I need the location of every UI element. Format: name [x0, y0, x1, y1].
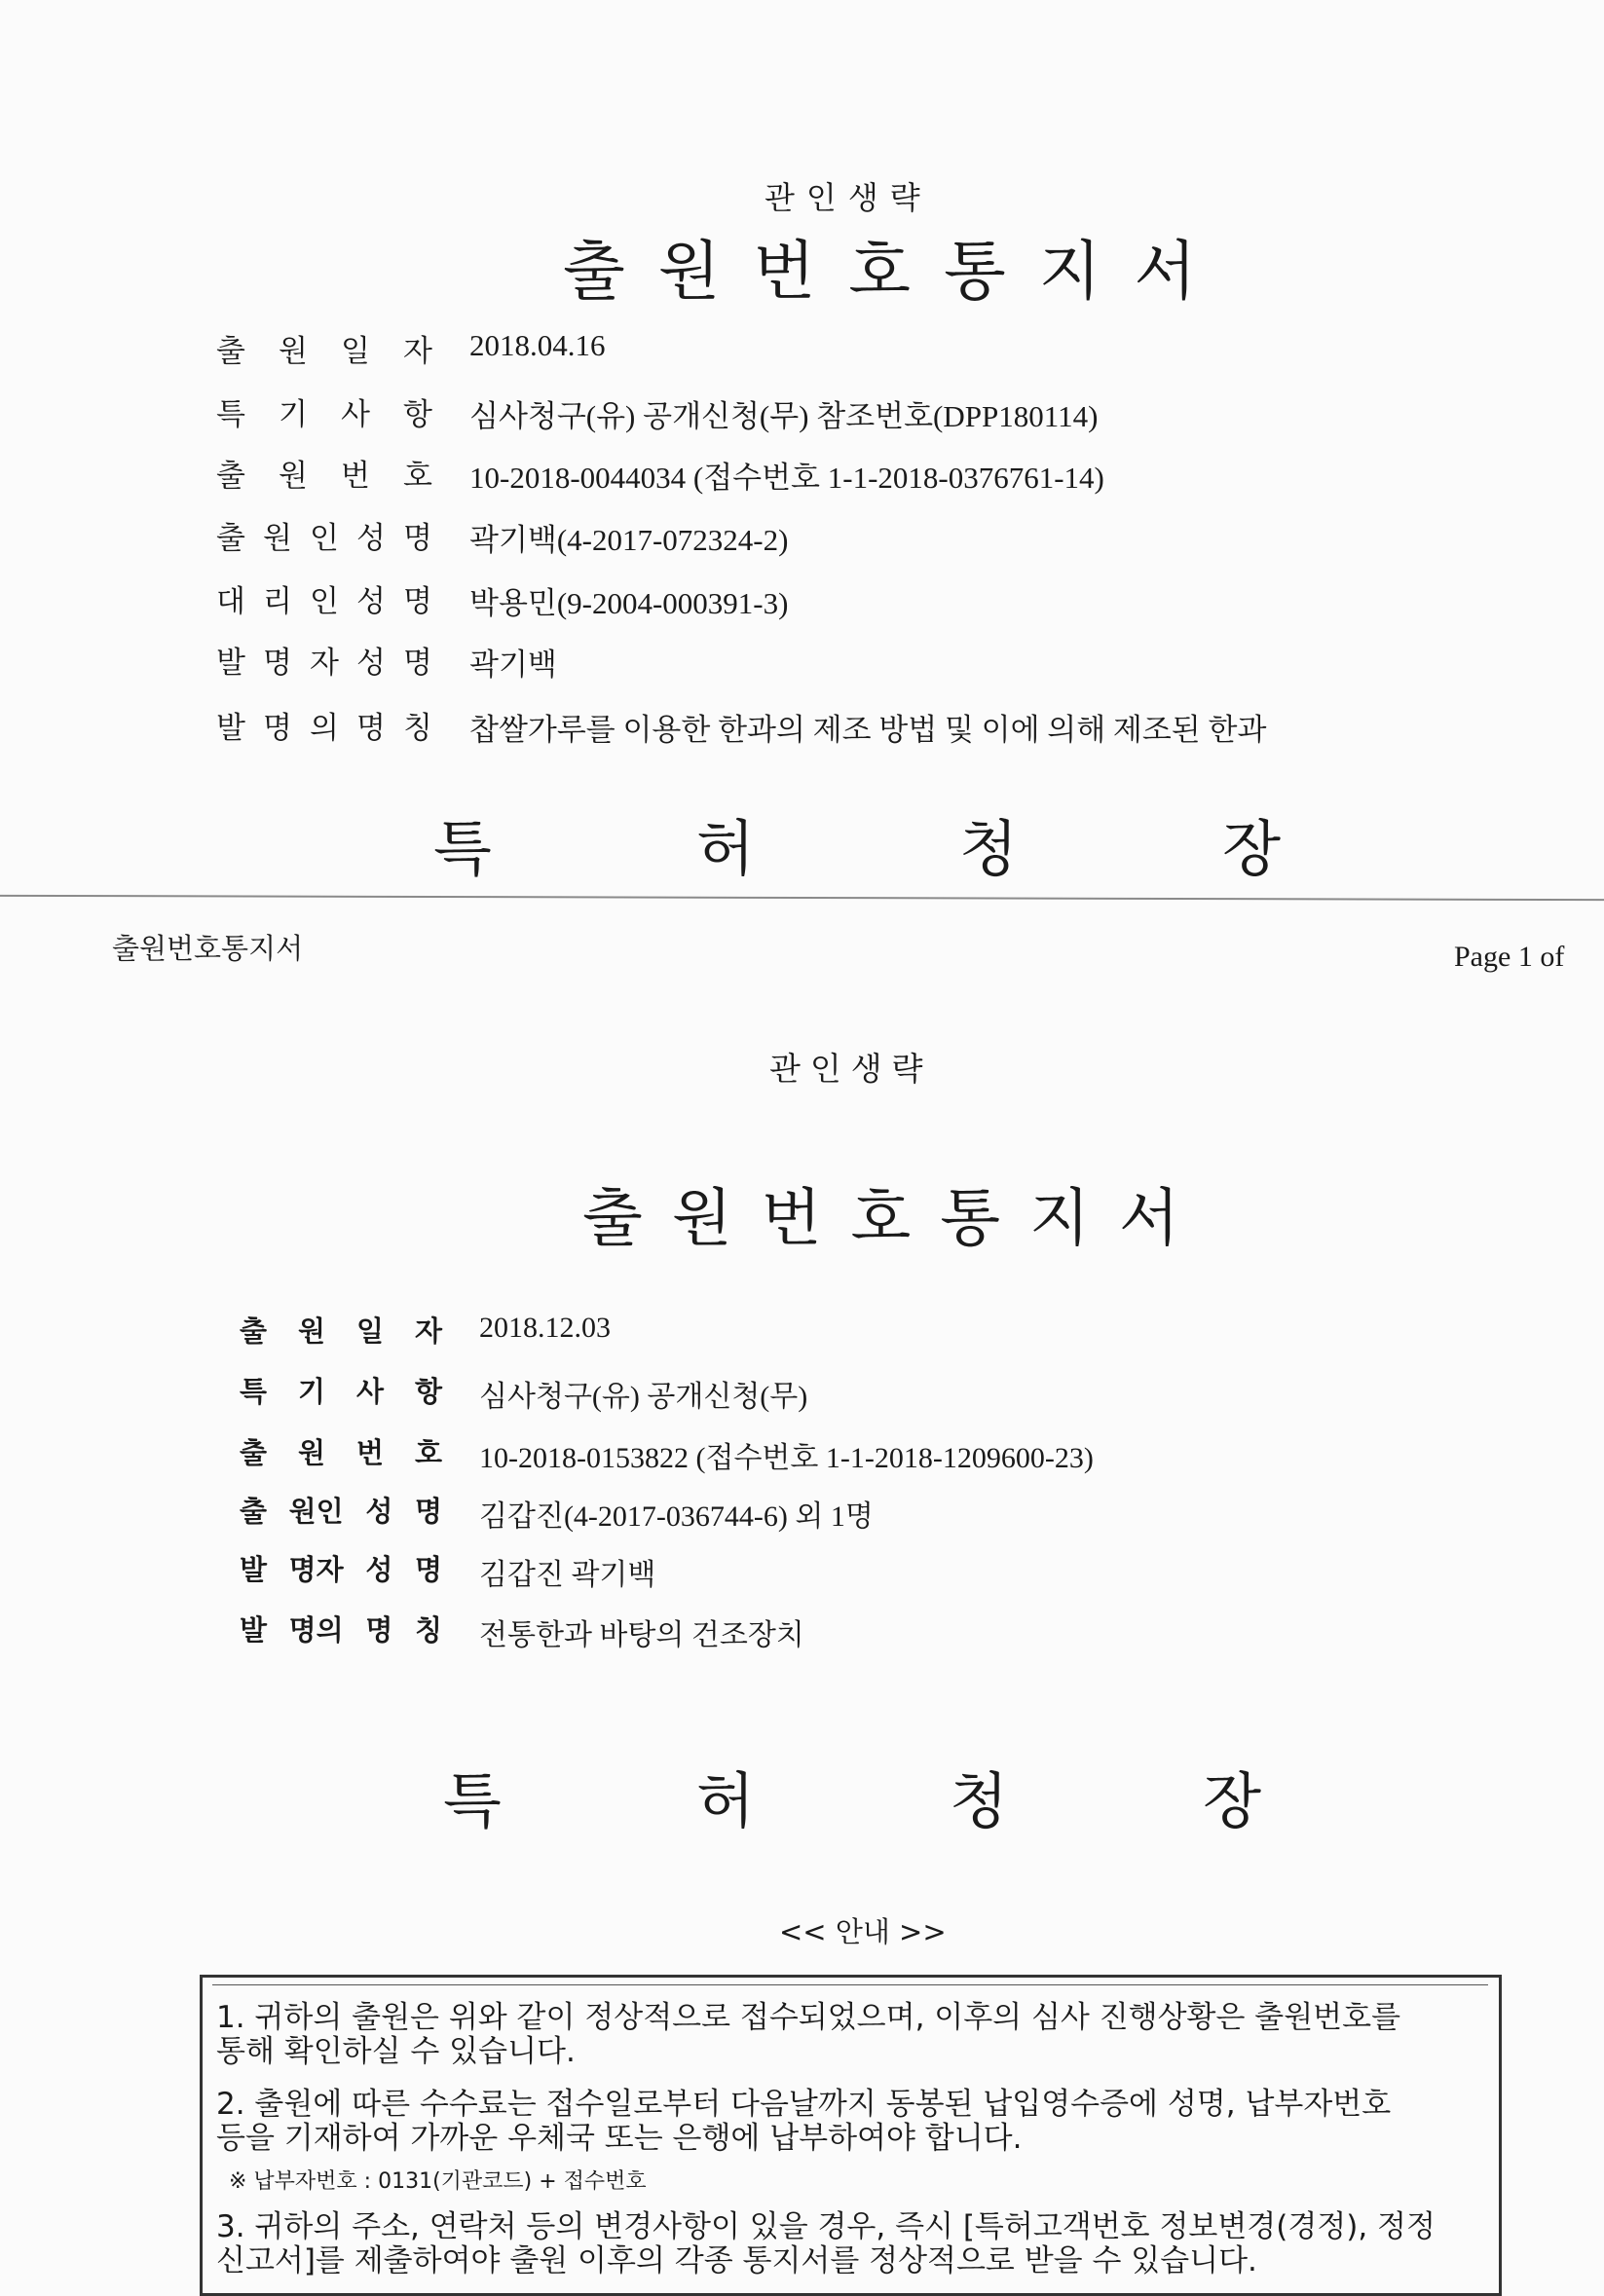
field-label-part: 명 [356, 711, 386, 746]
field-label-part: 출 [216, 521, 245, 556]
field-label-part: 발 [216, 711, 245, 746]
field-label [216, 326, 432, 370]
field-value: 심사청구(유) 공개신청(무) 참조번호(DPP180114) [469, 399, 1099, 433]
field-label-part: 리 [263, 584, 292, 619]
field-label-part: 자 [310, 646, 339, 681]
office-char: 청 [950, 1765, 1008, 1836]
field-label-part: 출 [216, 459, 245, 494]
field-label-part: 명 [414, 1495, 442, 1528]
field-label-part: 명 [365, 1613, 393, 1647]
field-label-part: 번 [355, 1436, 384, 1469]
office-signature [443, 1753, 1261, 1839]
field-label-part: 성 [356, 521, 386, 556]
field-value: 김갑진 곽기백 [479, 1559, 656, 1591]
page-divider [0, 895, 1604, 901]
office-char: 장 [1222, 813, 1281, 884]
field-label-part: 명의 [288, 1613, 344, 1647]
field-value: 전통한과 바탕의 건조장치 [479, 1619, 804, 1651]
field-label-part: 발 [240, 1553, 268, 1586]
field-label-part: 원 [279, 334, 308, 369]
field-label-part: 대 [216, 584, 245, 619]
field-label [216, 451, 432, 495]
office-char: 허 [696, 813, 755, 884]
guide-item-2-note: ※ 납부자번호 : 0131(기관코드) + 접수번호 [229, 2169, 647, 2194]
field-label-part: 인 [310, 584, 339, 619]
field-label [216, 703, 432, 747]
field-label-part: 성 [365, 1553, 393, 1586]
field-label [240, 1548, 442, 1588]
field-value: 10-2018-0044034 (접수번호 1-1-2018-0376761-14) [469, 461, 1104, 495]
field-label-part: 사 [355, 1375, 384, 1408]
field-label-part: 명자 [288, 1553, 344, 1586]
field-value: 10-2018-0153822 (접수번호 1-1-2018-1209600-23) [479, 1442, 1094, 1474]
office-char: 청 [959, 813, 1018, 884]
header-left: 출원번호통지서 [112, 932, 304, 965]
field-label-part: 발 [240, 1613, 268, 1647]
field-label [240, 1431, 442, 1471]
guide-item-1-line-1: 1. 귀하의 출원은 위와 같이 정상적으로 접수되었으며, 이후의 심사 진행상황은 출원번호를 [216, 2000, 1401, 2035]
field-label-part: 항 [414, 1375, 442, 1408]
field-label-part: 출 [240, 1315, 268, 1348]
field-label-part: 원 [263, 521, 292, 556]
field-label-part: 명 [263, 711, 292, 746]
guide-item-2-line-1: 2. 출원에 따른 수수료는 접수일로부터 다음날까지 동봉된 납입영수증에 성명, 납부자번호 [216, 2087, 1392, 2122]
office-char: 특 [433, 813, 492, 884]
field-value: 곽기백(4-2017-072324-2) [469, 523, 789, 557]
field-label-part: 일 [341, 334, 370, 369]
field-value: 2018.12.03 [479, 1312, 611, 1344]
field-label [216, 576, 432, 620]
field-label [240, 1310, 442, 1350]
field-label-part: 번 [341, 459, 370, 494]
field-label-part: 특 [240, 1375, 268, 1408]
field-label-part: 기 [279, 397, 308, 432]
field-label-part: 원인 [288, 1495, 344, 1528]
field-label-part: 명 [414, 1553, 442, 1586]
office-char: 허 [696, 1765, 755, 1836]
field-label-part: 특 [216, 397, 245, 432]
field-label-part: 사 [341, 397, 370, 432]
field-label-part: 출 [240, 1436, 268, 1469]
field-label [240, 1490, 442, 1530]
field-label-part: 자 [414, 1315, 442, 1348]
field-label-part: 기 [297, 1375, 325, 1408]
header-right: Page 1 of [1454, 941, 1565, 973]
field-label-part: 의 [310, 711, 339, 746]
office-char: 장 [1203, 1765, 1261, 1836]
guide-heading: << 안내 >> [779, 1915, 947, 1948]
field-label-part: 인 [310, 521, 339, 556]
office-signature [433, 800, 1281, 887]
stamp-text: 관인생략 [765, 179, 932, 216]
field-label-part: 원 [297, 1436, 325, 1469]
field-value: 2018.04.16 [469, 328, 606, 362]
field-label-part: 항 [403, 397, 432, 432]
field-label-part: 출 [216, 334, 245, 369]
guide-item-1-line-2: 통해 확인하실 수 있습니다. [216, 2034, 576, 2069]
field-label-part: 성 [356, 584, 386, 619]
field-value: 박용민(9-2004-000391-3) [469, 586, 789, 620]
field-label-part: 출 [240, 1495, 268, 1528]
field-label-part: 성 [356, 646, 386, 681]
field-label-part: 자 [403, 334, 432, 369]
guide-item-2-line-2: 등을 기재하여 가까운 우체국 또는 은행에 납부하여야 합니다. [216, 2121, 1023, 2156]
field-label [240, 1609, 442, 1648]
field-label-part: 칭 [403, 711, 432, 746]
field-label-part: 호 [403, 459, 432, 494]
field-label-part: 칭 [414, 1613, 442, 1647]
field-label [216, 513, 432, 557]
guide-item-3-line-2: 신고서]를 제출하여야 출원 이후의 각종 통지서를 정상적으로 받을 수 있습니다. [216, 2243, 1257, 2278]
field-label [216, 638, 432, 682]
field-label [240, 1370, 442, 1410]
field-label-part: 명 [263, 646, 292, 681]
field-label-part: 명 [403, 646, 432, 681]
field-label-part: 성 [365, 1495, 393, 1528]
field-label-part: 명 [403, 584, 432, 619]
field-label-part: 호 [414, 1436, 442, 1469]
notice-title: 출원번호통지서 [582, 1183, 1209, 1255]
guide-item-3-line-1: 3. 귀하의 주소, 연락처 등의 변경사항이 있을 경우, 즉시 [특허고객번호 정보변경(경정), 정정 [216, 2209, 1436, 2244]
field-label-part: 일 [355, 1315, 384, 1348]
guide-box-inner-line [212, 1984, 1488, 1985]
field-value: 김갑진(4-2017-036744-6) 외 1명 [479, 1500, 874, 1533]
field-label-part: 명 [403, 521, 432, 556]
field-label-part: 원 [279, 459, 308, 494]
field-value: 찹쌀가루를 이용한 한과의 제조 방법 및 이에 의해 제조된 한과 [469, 713, 1267, 747]
field-label-part: 발 [216, 646, 245, 681]
stamp-text: 관인생략 [769, 1050, 933, 1088]
field-value: 곽기백 [469, 648, 557, 682]
field-label [216, 389, 432, 433]
field-label-part: 원 [297, 1315, 325, 1348]
notice-title: 출원번호통지서 [563, 234, 1230, 309]
office-char: 특 [443, 1765, 502, 1836]
field-value: 심사청구(유) 공개신청(무) [479, 1381, 808, 1413]
